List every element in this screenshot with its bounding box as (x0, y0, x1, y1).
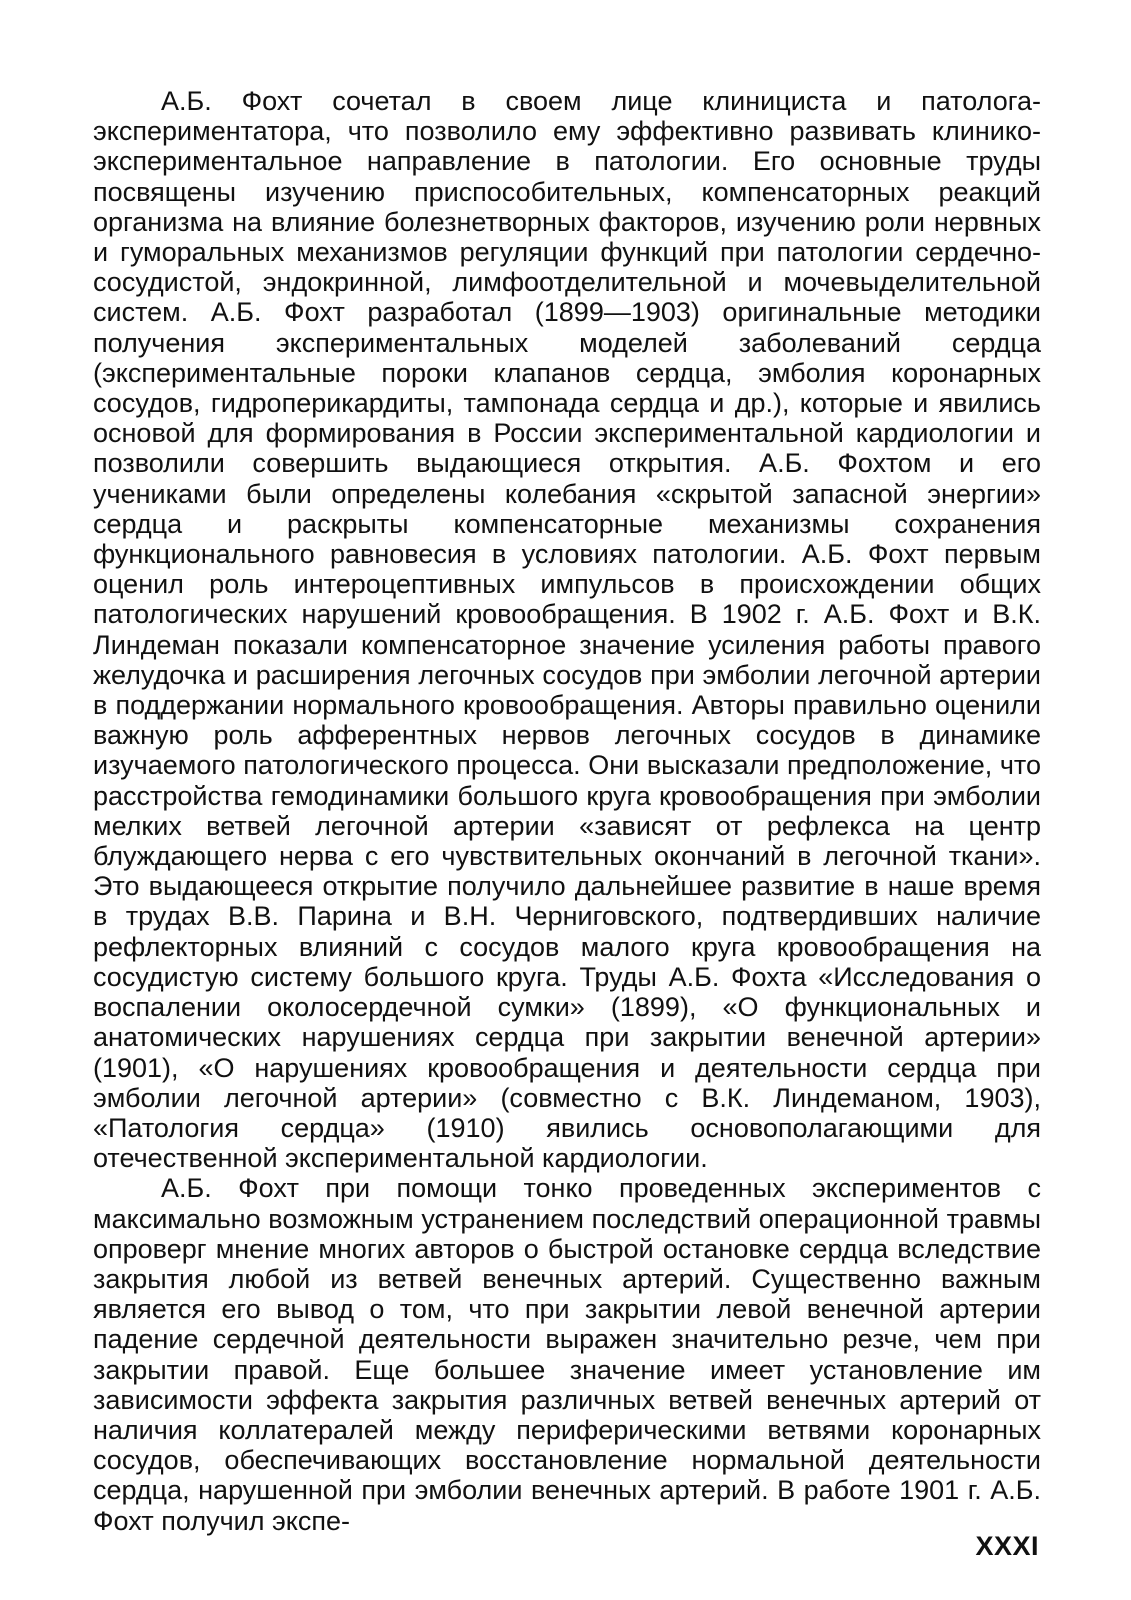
paragraph-2: А.Б. Фохт при помощи тонко проведенных экспериментов с максимально возможным устранением последствий операционной травмы опроверг мнение многих авторов о быстрой остановке сердца вследствие закрытия любой из ветвей венечных артерий. Существенно важным является его вывод о том, что при закрытии левой венечной артерии падение сердечной деятельности выражен значительно резче, чем при закрытии правой. Еще большее значение имеет установление им зависимости эффекта закрытия различных ветвей венечных артерий от наличия коллатералей между периферическими ветвями коронарных сосудов, обеспечивающих восстановление нормальной деятельности сердца, нарушенной при эмболии венечных артерий. В работе 1901 г. А.Б. Фохт получил экспе- (93, 1173, 1041, 1536)
paragraph-1: А.Б. Фохт сочетал в своем лице клинициста и патолога-экспериментатора, что позволило ему эффективно развивать клинико-экспериментальное направление в патологии. Его основные труды посвящены изучению приспособительных, компенсаторных реакций организма на влияние болезнетворных факторов, изучению роли нервных и гуморальных механизмов регуляции функций при патологии сердечно-сосудистой, эндокринной, лимфоотделительной и мочевыделительной систем. А.Б. Фохт разработал (1899—1903) оригинальные методики получения экспериментальных моделей заболеваний сердца (экспериментальные пороки клапанов сердца, эмболия коронарных сосудов, гидроперикардиты, тампонада сердца и др.), которые и явились основой для формирования в России экспериментальной кардиологии и позволили совершить выдающиеся открытия. А.Б. Фохтом и его учениками были определены колебания «скрытой запасной энергии» сердца и раскрыты компенсаторные механизмы сохранения функционального равновесия в условиях патологии. А.Б. Фохт первым оценил роль интероцептивных импульсов в происхождении общих патологических нарушений кровообращения. В 1902 г. А.Б. Фохт и В.К. Линдеман показали компенсаторное значение усиления работы правого желудочка и расширения легочных сосудов при эмболии легочной артерии в поддержании нормального кровообращения. Авторы правильно оценили важную роль афферентных нервов легочных сосудов в динамике изучаемого патологического процесса. Они высказали предположение, что расстройства гемодинамики большого круга кровообращения при эмболии мелких ветвей легочной артерии «зависят от рефлекса на центр блуждающего нерва с его чувствительных окончаний в легочной ткани». Это выдающееся открытие получило дальнейшее развитие в наше время в трудах В.В. Парина и В.Н. Черниговского, подтвердивших наличие рефлекторных влияний с сосудов малого круга кровообращения на сосудистую систему большого круга. Труды А.Б. Фохта «Исследования о воспалении околосердечной сумки» (1899), «О функциональных и анатомических нарушениях сердца при закрытии венечной артерии» (1901), «О нарушениях кровообращения и деятельности сердца при эмболии легочной артерии» (совместно с В.К. Линдеманом, 1903), «Патология сердца» (1910) явились основополагающими для отечественной экспериментальной кардиологии. (93, 86, 1041, 1174)
page-body (93, 86, 1041, 1536)
page-number: XXXI (975, 1531, 1039, 1561)
